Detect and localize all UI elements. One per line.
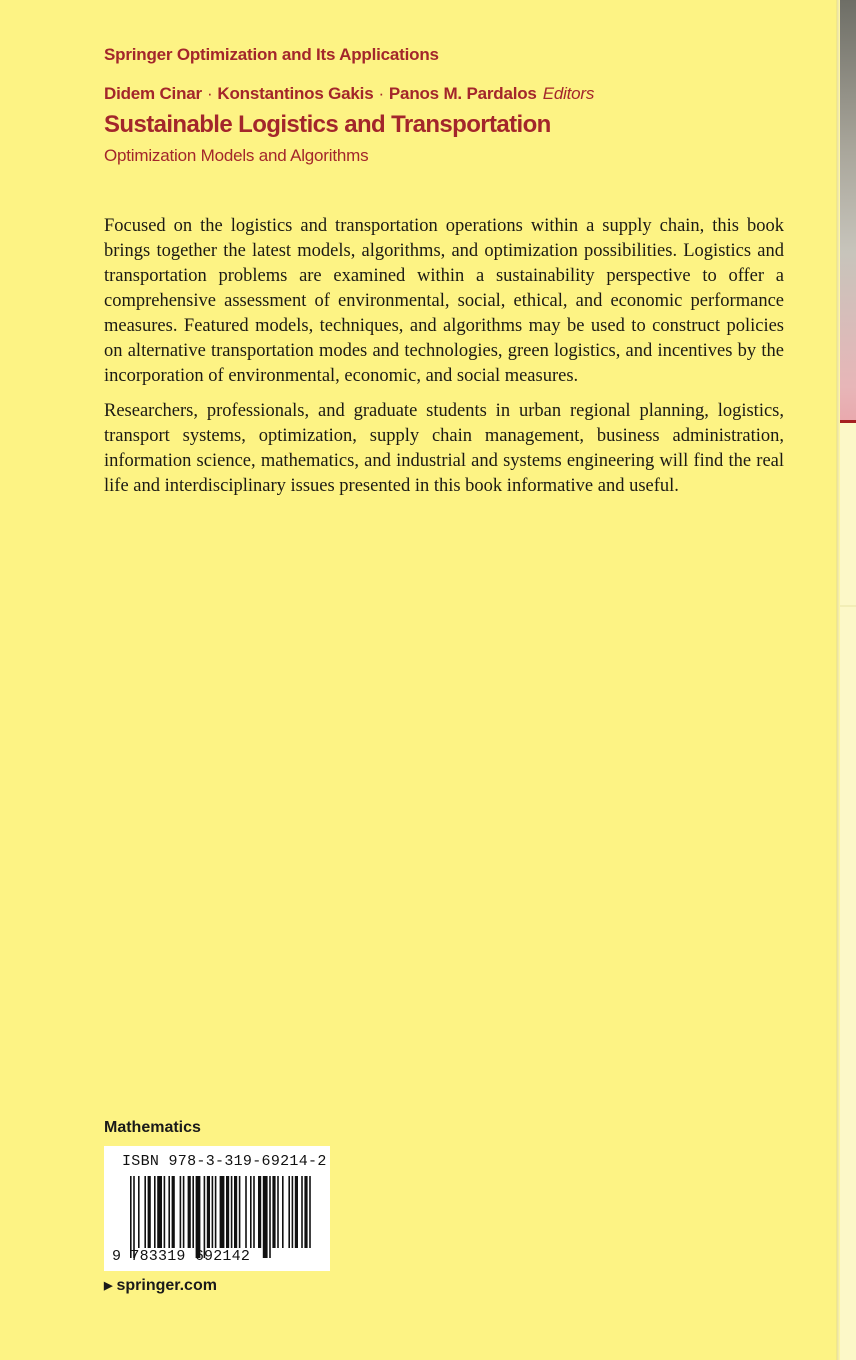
barcode-bar bbox=[144, 1176, 146, 1248]
barcode-bar bbox=[220, 1176, 225, 1248]
barcode-bar bbox=[188, 1176, 191, 1248]
barcode-bar bbox=[309, 1176, 311, 1248]
barcode-bar bbox=[180, 1176, 182, 1248]
barcode-bar bbox=[168, 1176, 170, 1248]
barcode-bar bbox=[212, 1176, 214, 1248]
barcode-bar bbox=[172, 1176, 175, 1248]
editor-name: Panos M. Pardalos bbox=[388, 84, 537, 103]
barcode-bar bbox=[130, 1176, 132, 1258]
book-subtitle: Optimization Models and Algorithms bbox=[104, 146, 369, 165]
description-paragraph: Researchers, professionals, and graduate students in urban regional planning, logistics, transport systems, optimization, supply chain management, business administration, information science, mathematics, and industrial and systems engineering will find the real life and interdisciplinary issues presented in this book informative and useful. bbox=[104, 401, 784, 496]
barcode-bar bbox=[183, 1176, 185, 1248]
spine-divider bbox=[840, 605, 856, 607]
editor-name: Didem Cinar bbox=[104, 84, 202, 103]
barcode-bar bbox=[304, 1176, 307, 1248]
barcode-bar bbox=[269, 1176, 271, 1258]
barcode-bar bbox=[164, 1176, 166, 1248]
barcode-bar bbox=[277, 1176, 279, 1248]
barcode-bar bbox=[282, 1176, 284, 1248]
barcode-bar bbox=[148, 1176, 151, 1248]
editors-line bbox=[104, 84, 594, 104]
isbn-barcode bbox=[104, 1146, 330, 1271]
subject-category: Mathematics bbox=[104, 1119, 201, 1136]
barcode-bar bbox=[272, 1176, 275, 1248]
barcode-bar bbox=[253, 1176, 255, 1248]
website-url[interactable]: springer.com bbox=[116, 1277, 217, 1294]
barcode-digits: 9 783319 692142 bbox=[112, 1248, 251, 1265]
spine-image-strip bbox=[840, 0, 856, 420]
barcode-bar bbox=[204, 1176, 206, 1258]
barcode-bar bbox=[157, 1176, 162, 1248]
book-title: Sustainable Logistics and Transportation bbox=[104, 111, 551, 138]
series-title: Springer Optimization and Its Applications bbox=[104, 45, 439, 64]
description-paragraph: Focused on the logistics and transportation operations within a supply chain, this book brings together the latest models, algorithms, and optimization possibilities. Logistics and transportation problems are examined within a sustainability perspective to offer a comprehensive assessment of environmental, social, ethical, and economic performance measures. Featured models, techniques, and algorithms may be used to construct policies on alternative transportation modes and technologies, green logistics, and incentives by the incorporation of environmental, economic, and social measures. bbox=[104, 216, 784, 386]
barcode-bar bbox=[196, 1176, 201, 1258]
barcode-bar bbox=[292, 1176, 294, 1248]
barcode-bar bbox=[301, 1176, 303, 1248]
barcode-bar bbox=[207, 1176, 210, 1248]
barcode-bar bbox=[295, 1176, 298, 1248]
editor-separator: · bbox=[378, 84, 384, 103]
editor-name: Konstantinos Gakis bbox=[217, 84, 374, 103]
barcode-bar bbox=[258, 1176, 261, 1248]
barcode-bar bbox=[138, 1176, 140, 1248]
barcode-bar bbox=[239, 1176, 241, 1248]
isbn-label: ISBN 978-3-319-69214-2 bbox=[122, 1153, 327, 1170]
barcode-bar bbox=[234, 1176, 237, 1248]
editor-separator: · bbox=[206, 84, 213, 103]
barcode-bar bbox=[231, 1176, 233, 1248]
barcode-bar bbox=[226, 1176, 229, 1248]
barcode-bar bbox=[215, 1176, 217, 1248]
barcode-bar bbox=[250, 1176, 252, 1248]
website-link[interactable] bbox=[104, 1277, 217, 1295]
barcode-bar bbox=[288, 1176, 290, 1248]
spine-light-strip bbox=[840, 423, 856, 1360]
book-description bbox=[104, 214, 784, 509]
barcode-bar bbox=[263, 1176, 268, 1258]
barcode-bar bbox=[192, 1176, 194, 1248]
barcode-bar bbox=[245, 1176, 247, 1248]
barcode-bar bbox=[154, 1176, 156, 1248]
barcode-bar bbox=[133, 1176, 135, 1258]
triangle-right-icon: ▶ bbox=[104, 1280, 113, 1292]
editors-role: Editors bbox=[542, 84, 595, 103]
